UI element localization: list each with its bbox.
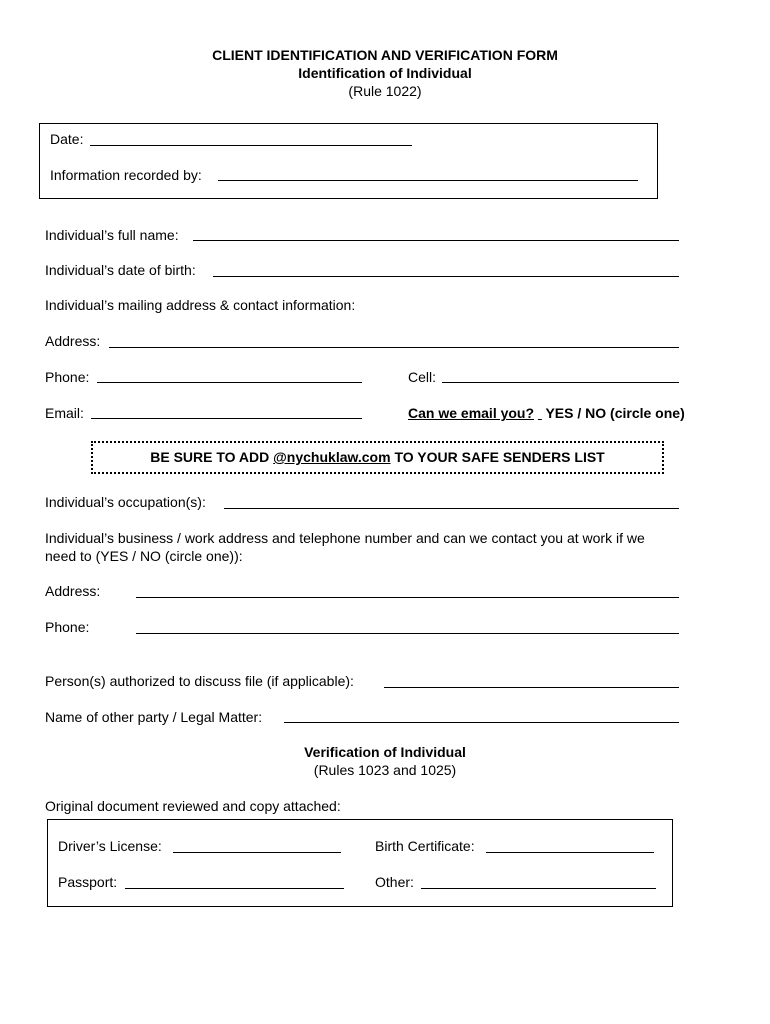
record-box	[39, 123, 658, 199]
form-title: CLIENT IDENTIFICATION AND VERIFICATION FORM	[212, 47, 558, 63]
address-label: Address:	[45, 333, 101, 349]
occupation-label: Individual’s occupation(s):	[45, 494, 206, 510]
date-label: Date:	[50, 131, 84, 147]
occupation-field[interactable]	[224, 508, 679, 509]
email-question: Can we email you?	[408, 405, 535, 421]
form-subtitle: Identification of Individual	[298, 65, 472, 81]
phone-label: Phone:	[45, 369, 90, 385]
other-party-label: Name of other party / Legal Matter:	[45, 709, 263, 725]
phone-field[interactable]	[97, 382, 362, 383]
dob-field[interactable]	[213, 276, 679, 277]
verification-rules: (Rules 1023 and 1025)	[313, 762, 457, 778]
email-field[interactable]	[91, 418, 362, 419]
passport-field[interactable]	[125, 888, 344, 889]
cell-field[interactable]	[442, 382, 679, 383]
recorded-by-label: Information recorded by:	[50, 167, 202, 183]
documents-box	[47, 819, 673, 907]
business-instructions-line2: need to (YES / NO (circle one)):	[45, 548, 243, 564]
business-phone-label: Phone:	[45, 619, 90, 635]
authorized-persons-field[interactable]	[384, 687, 679, 688]
verification-title: Verification of Individual	[304, 744, 466, 760]
passport-label: Passport:	[58, 874, 118, 890]
date-field[interactable]	[90, 145, 412, 146]
drivers-license-field[interactable]	[173, 852, 341, 853]
email-label: Email:	[45, 405, 84, 421]
birth-certificate-label: Birth Certificate:	[375, 838, 475, 854]
business-address-label: Address:	[45, 583, 101, 599]
birth-certificate-field[interactable]	[486, 852, 654, 853]
full-name-label: Individual’s full name:	[45, 227, 179, 243]
notice-prefix: BE SURE TO ADD	[150, 449, 270, 465]
notice-suffix: TO YOUR SAFE SENDERS LIST	[394, 449, 605, 465]
notice-domain: @nychuklaw.com	[273, 449, 391, 465]
recorded-by-field[interactable]	[218, 180, 638, 181]
address-field[interactable]	[109, 347, 679, 348]
drivers-license-label: Driver’s License:	[58, 838, 162, 854]
mailing-label: Individual’s mailing address & contact information:	[45, 297, 356, 313]
cell-label: Cell:	[408, 369, 437, 385]
email-permission	[408, 405, 685, 421]
business-address-field[interactable]	[136, 597, 679, 598]
reviewed-label: Original document reviewed and copy attached:	[45, 798, 341, 814]
full-name-field[interactable]	[193, 240, 679, 241]
authorized-persons-label: Person(s) authorized to discuss file (if applicable):	[45, 673, 354, 689]
business-phone-field[interactable]	[136, 633, 679, 634]
email-choice[interactable]: YES / NO (circle one)	[545, 405, 685, 421]
rule-reference: (Rule 1022)	[348, 83, 422, 99]
safe-senders-text	[91, 449, 664, 465]
business-instructions-line1: Individual’s business / work address and telephone number and can we contact you at work if we	[45, 530, 645, 546]
dob-label: Individual’s date of birth:	[45, 262, 196, 278]
other-party-field[interactable]	[284, 722, 679, 723]
other-document-field[interactable]	[421, 888, 656, 889]
other-document-label: Other:	[375, 874, 414, 890]
